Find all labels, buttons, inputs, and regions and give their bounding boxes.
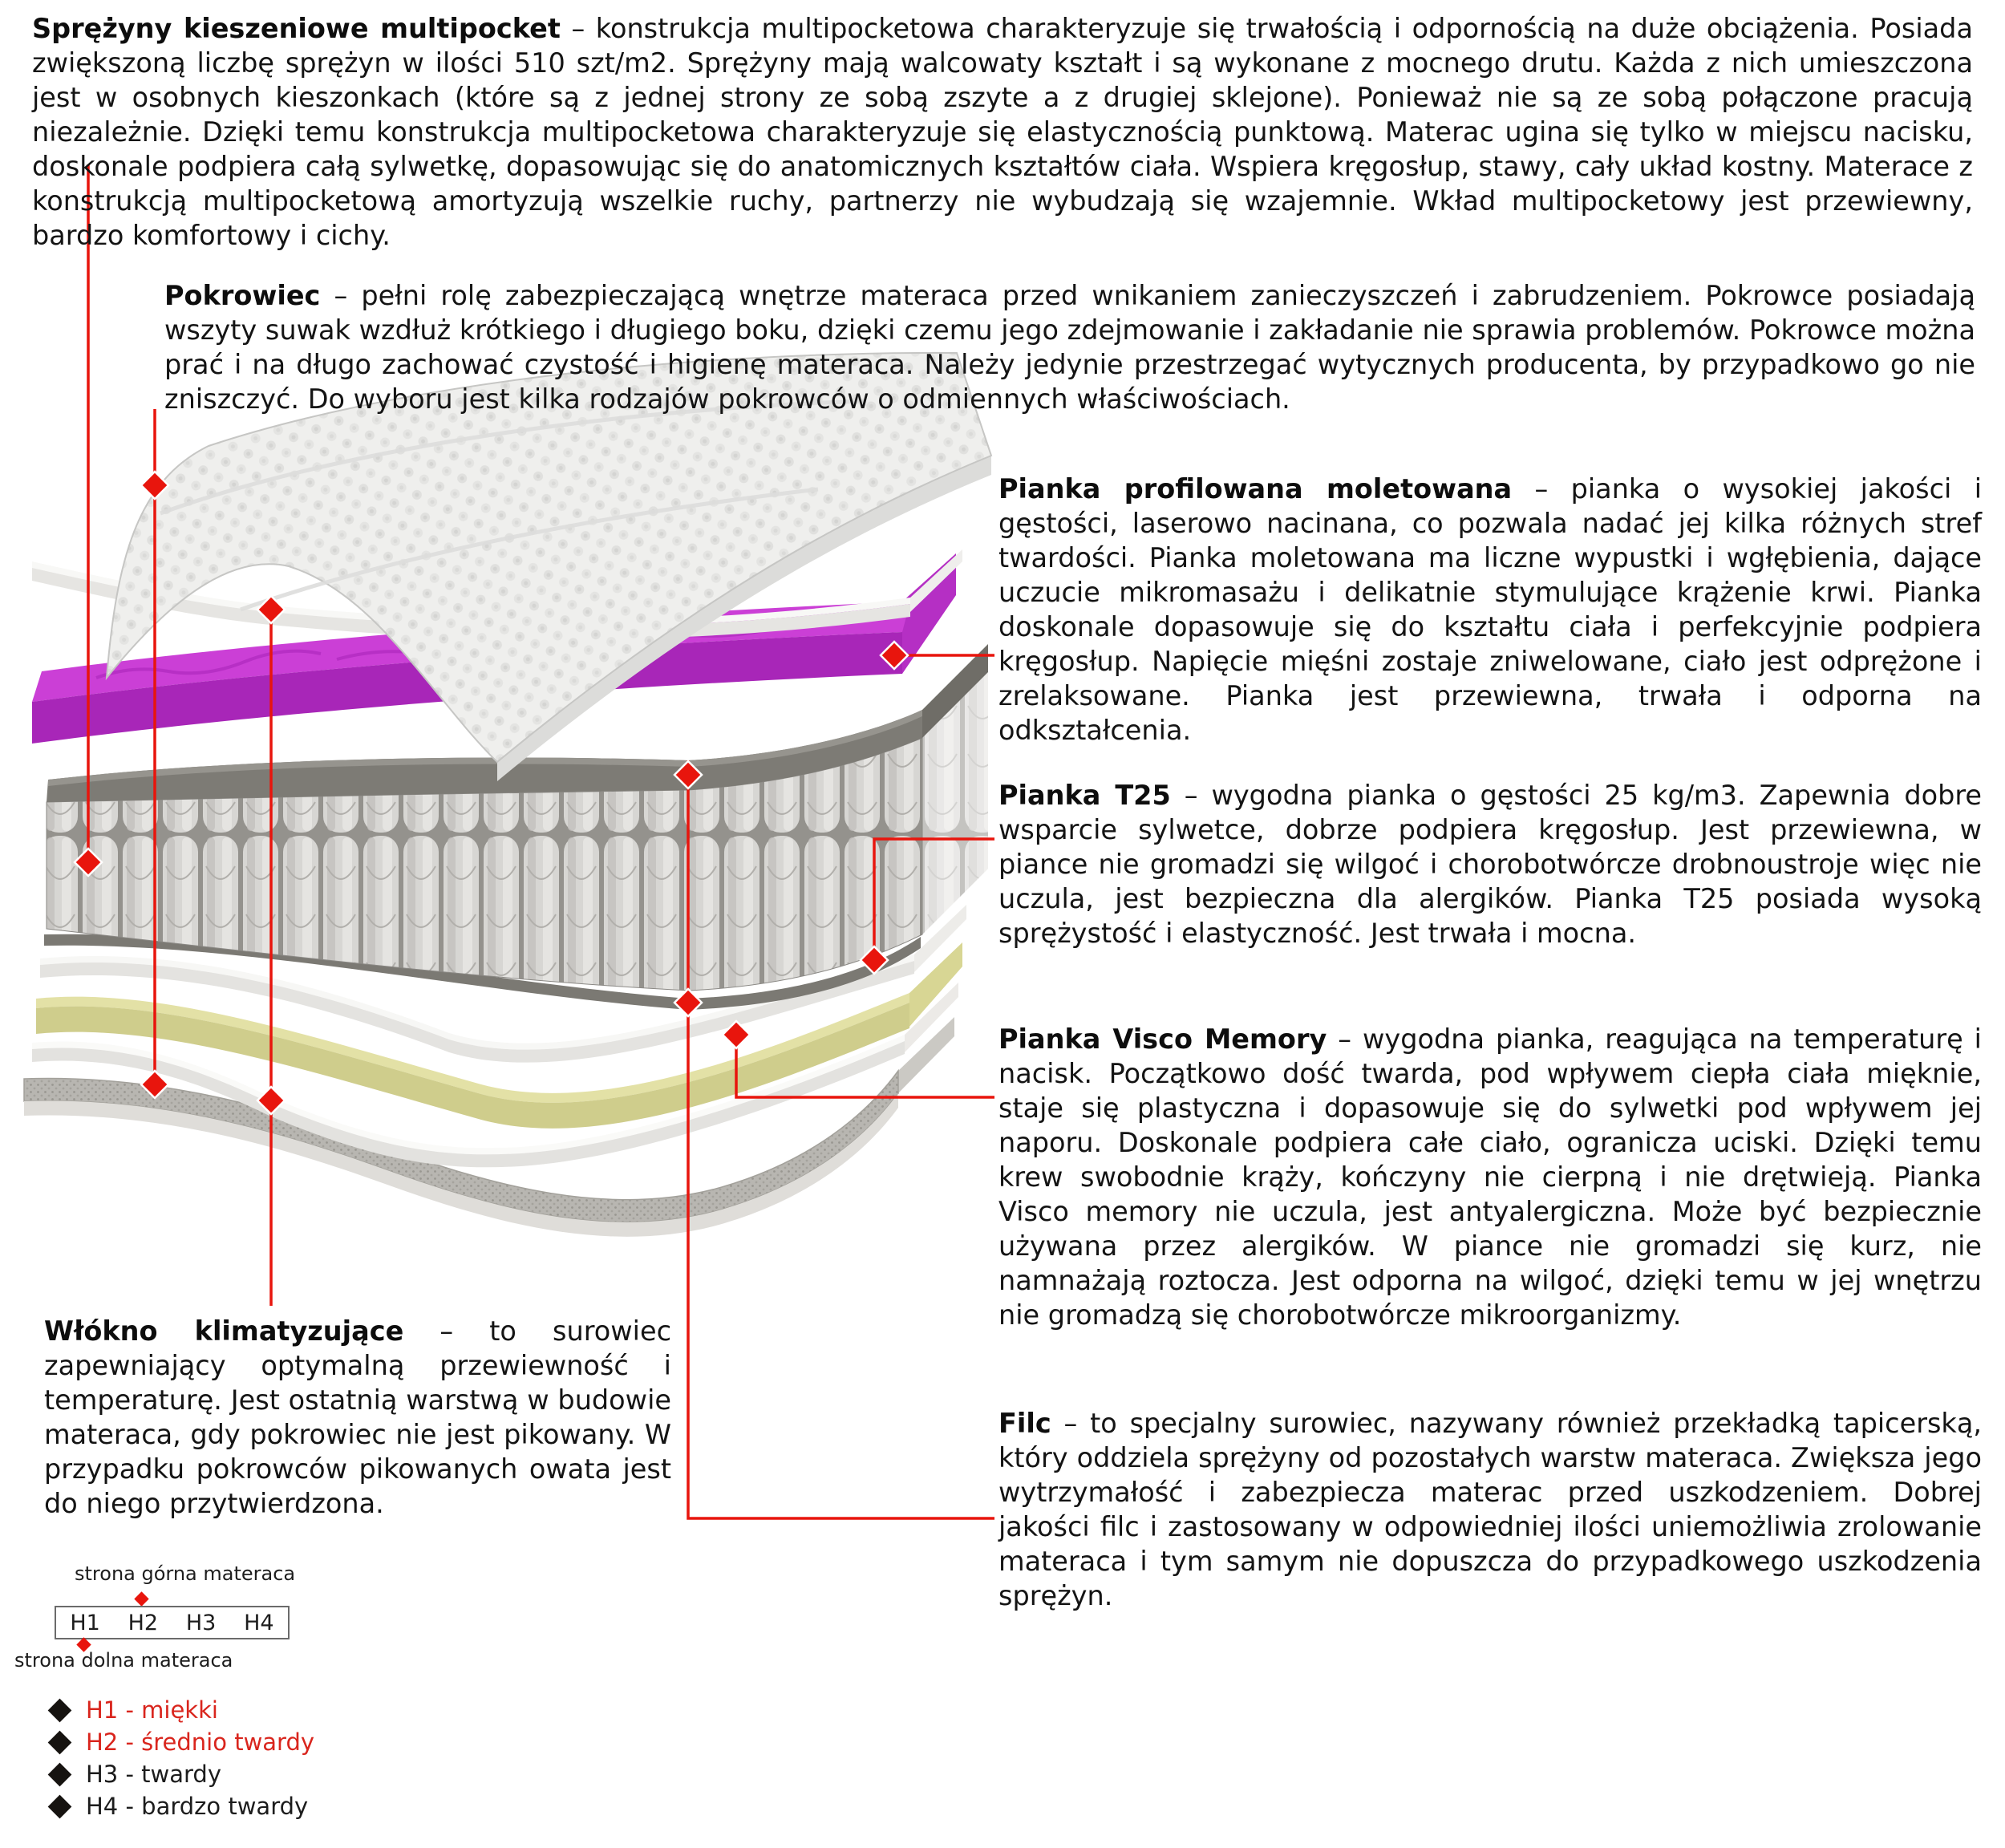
hardness-cell-h2: H2 <box>128 1610 159 1635</box>
paragraph-filc-lead: Filc <box>998 1408 1051 1439</box>
paragraph-wlokno <box>44 1314 671 1521</box>
diamond-icon <box>48 1730 72 1754</box>
legend-item-h2 <box>51 1726 314 1758</box>
paragraph-t25-body: – wygodna pianka o gęstości 25 kg/m3. Zapewnia dobre wsparcie sylwetce, dobrze podpiera kręgosłup. Jest przewiewna, w piance nie gromadzi się wilgoć i chorobotwórcze drobnoustroje więc nie uczula, jest bezpieczna dla alergików. Pianka T25 posiada wysoką sprężystość i elastyczność. Jest trwała i mocna. <box>998 780 1983 949</box>
paragraph-visco-lead: Pianka Visco Memory <box>998 1023 1327 1055</box>
diamond-icon <box>48 1698 72 1722</box>
paragraph-t25 <box>998 778 1982 950</box>
hardness-scale <box>55 1606 290 1639</box>
paragraph-t25-lead: Pianka T25 <box>998 780 1171 811</box>
diamond-icon <box>48 1794 72 1818</box>
paragraph-wlokno-body: – to surowiec zapewniający optymalną przewiewność i temperaturę. Jest ostatnią warstwą w budowie materaca, gdy pokrowiec nie jest pikowany. W przypadku pokrowców pikowanych owata jest do niego przytwierdzona. <box>44 1315 671 1519</box>
legend-item-h3 <box>51 1758 314 1790</box>
hardness-legend <box>51 1694 314 1822</box>
paragraph-pokrowiec-body: – pełni rolę zabezpieczającą wnętrze materaca przed wnikaniem zanieczyszczeń i zabrudzeniem. Pokrowce posiadają wszyty suwak wzdłuż krótkiego i długiego boku, dzięki czemu jego zdejmowanie i zakładanie nie sprawia problemów. Pokrowce można prać i na długo zachować czystość i higienę materaca. Należy jedynie przestrzegać wytycznych producenta, by przypadkowo go nie zniszczyć. Do wyboru jest kilka rodzajów pokrowców o odmiennych właściwościach. <box>164 280 1976 415</box>
paragraph-moletowana-lead: Pianka profilowana moletowana <box>998 473 1513 505</box>
hardness-cell-h1: H1 <box>70 1610 100 1635</box>
legend-item-h3-label: H3 - twardy <box>86 1761 222 1788</box>
hardness-bottom-side-label: strona dolna materaca <box>14 1649 233 1672</box>
marker-filc-bottom <box>674 989 702 1016</box>
paragraph-sprezyny <box>32 11 1973 253</box>
legend-item-h1-label: H1 - miękki <box>86 1696 218 1724</box>
paragraph-wlokno-lead: Włókno klimatyzujące <box>44 1315 404 1347</box>
hardness-cell-h3: H3 <box>185 1610 217 1635</box>
paragraph-moletowana-body: – pianka o wysokiej jakości i gęstości, laserowo nacinana, co pozwala nadać jej kilka różnych stref twardości. Pianka moletowana ma liczne wypustki i wgłębienia, dające uczucie mikromasażu i delikatnie stymulujące krążenie krwi. Pianka doskonale dopasowuje się do kształtu ciała i perfekcyjnie podpiera kręgosłup. Napięcie mięśni zostaje zniwelowane, ciało jest odprężone i zrelaksowane. Pianka jest przewiewna, trwała i odporna na odkształcenia. <box>998 473 1983 746</box>
paragraph-pokrowiec-lead: Pokrowiec <box>164 280 321 311</box>
hardness-cell-h4: H4 <box>244 1610 274 1635</box>
paragraph-moletowana <box>998 472 1982 748</box>
legend-item-h4 <box>51 1790 314 1822</box>
paragraph-sprezyny-body: – konstrukcja multipocketowa charakteryzuje się trwałością i odpornością na duże obciążenia. Posiada zwiększoną liczbę sprężyn w ilości 510 szt/m2. Sprężyny mają walcowaty kształt i są wykonane z mocnego drutu. Każda z nich umieszczona jest w osobnych kieszonkach (które są z jednej strony ze sobą zszyte a z drugiej sklejone). Ponieważ nie są ze sobą połączone pracują niezależnie. Dzięki temu konstrukcja multipocketowa charakteryzuje się elastycznością punktową. Materac ugina się tylko w miejscu nacisku, doskonale podpiera całą sylwetkę, dopasowując się do anatomicznych kształtów ciała. Wspiera kręgosłup, stawy, cały układ kostny. Materace z konstrukcją multipocketową amortyzują wszelkie ruchy, partnerzy nie wybudzają się wzajemnie. Wkład multipocketowy jest przewiewny, bardzo komfortowy i cichy. <box>32 13 1973 251</box>
paragraph-pokrowiec <box>164 278 1975 416</box>
diamond-icon <box>48 1762 72 1786</box>
hardness-top-side-label: strona górna materaca <box>75 1562 296 1585</box>
paragraph-visco <box>998 1022 1982 1332</box>
paragraph-filc-body: – to specjalny surowiec, nazywany również przekładką tapicerską, który oddziela sprężyny od pozostałych warstw materaca. Zwiększa jego wytrzymałość i zabezpiecza materac przed uszkodzeniem. Dobrej jakości filc i zastosowany w odpowiedniej ilości uniemożliwia zrolowanie materaca i tym samym nie dopuszcza do przypadkowego uszkodzenia sprężyn. <box>998 1408 1982 1611</box>
legend-item-h2-label: H2 - średnio twardy <box>86 1728 315 1756</box>
paragraph-sprezyny-lead: Sprężyny kieszeniowe multipocket <box>32 13 561 44</box>
legend-item-h1 <box>51 1694 314 1726</box>
legend-item-h4-label: H4 - bardzo twardy <box>86 1793 309 1820</box>
paragraph-filc <box>998 1406 1982 1613</box>
paragraph-visco-body: – wygodna pianka, reagująca na temperaturę i nacisk. Początkowo dość twarda, pod wpływem ciepła ciała mięknie, staje się plastyczna i dopasowuje się do sylwetki pod wpływem jej naporu. Doskonale podpiera całe ciało, ogranicza uciski. Dzięki temu krew swobodnie krąży, kończyny nie cierpną i nie drętwieją. Pianka Visco memory nie uczula, jest antyalergiczna. Może być bezpiecznie używana przez alergików. W piance nie gromadzi się kurz, nie namnażają roztocza. Jest odporna na wilgoć, dzięki temu w jej wnętrzu nie gromadzą się chorobotwórcze mikroorganizmy. <box>998 1023 1982 1331</box>
